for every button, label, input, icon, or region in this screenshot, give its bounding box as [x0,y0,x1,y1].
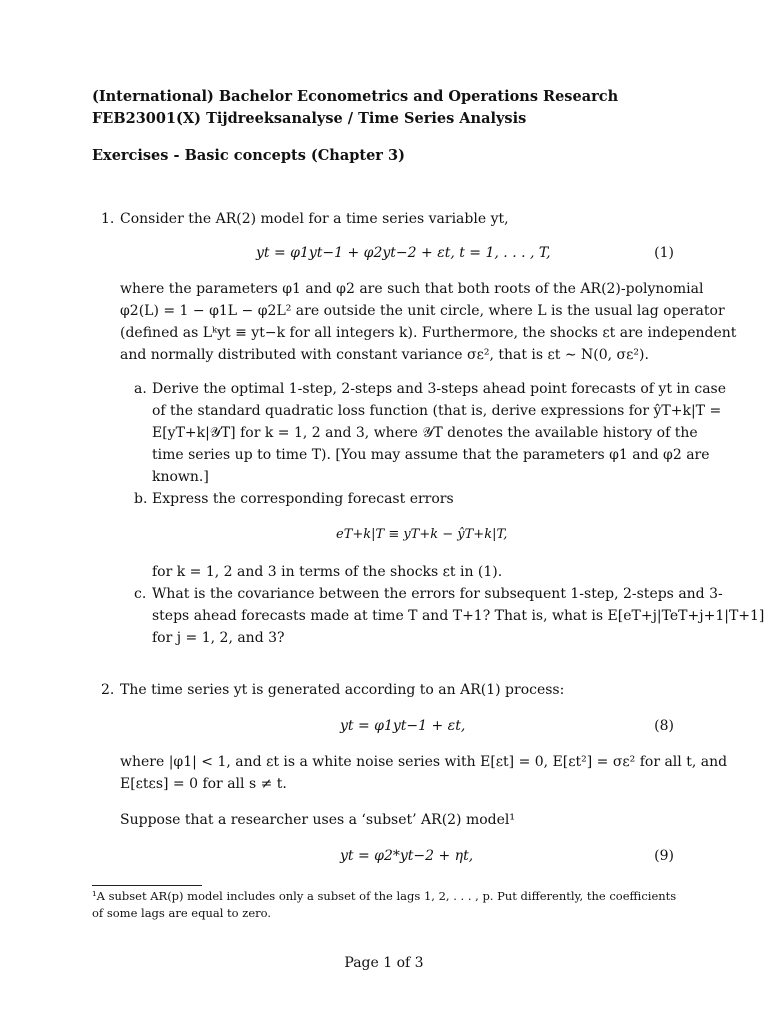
q2-body-line-1: where |φ1| < 1, and εt is a white noise series with E[εt] = 0, E[εt²] = σε² for all t, and [120,754,728,770]
q1-part-a-line-3: E[yT+k|𝒴T] for k = 1, 2 and 3, where 𝒴T denotes the available history of the [152,425,698,441]
q1-part-c-label: c. [134,586,147,602]
q2-equation-9-number: (9) [654,848,674,864]
q1-body-line-3: (defined as Lᵏyt ≡ yt−k for all integers k). Furthermore, the shocks εt are independent [120,325,737,341]
page-number: Page 1 of 3 [344,955,424,971]
q2-equation-8: yt = φ1yt−1 + εt, [340,718,466,734]
q2-intro: The time series yt is generated according to an AR(1) process: [120,682,565,698]
q1-part-a-line-2: of the standard quadratic loss function (that is, derive expressions for ŷT+k|T = [152,403,722,419]
q1-equation-1: yt = φ1yt−1 + φ2yt−2 + εt, t = 1, . . . , T, [256,245,551,261]
q2-number: 2. [101,682,115,698]
footnote-line-1: ¹A subset AR(p) model includes only a subset of the lags 1, 2, . . . , p. Put differently, the coefficients [92,889,677,903]
header-line-2: FEB23001(X) Tijdreeksanalyse / Time Series Analysis [92,110,527,127]
q1-intro: Consider the AR(2) model for a time series variable yt, [120,211,509,227]
q1-part-b-equation: eT+k|T ≡ yT+k − ŷT+k|T, [336,527,508,542]
q2-equation-9: yt = φ2*yt−2 + ηt, [340,848,474,864]
q1-part-c-line-3: for j = 1, 2, and 3? [152,630,285,646]
q1-part-c-line-2: steps ahead forecasts made at time T and T+1? That is, what is E[eT+j|TeT+j+1|T+1] [152,608,765,624]
q1-part-a-label: a. [134,381,147,397]
q1-part-a-line-1: Derive the optimal 1-step, 2-steps and 3-steps ahead point forecasts of yt in case [152,381,727,397]
footnote-line-2: of some lags are equal to zero. [92,906,271,920]
header-line-1: (International) Bachelor Econometrics and Operations Research [92,88,619,105]
header-line-3: Exercises - Basic concepts (Chapter 3) [92,147,405,164]
q1-body-line-1: where the parameters φ1 and φ2 are such that both roots of the AR(2)-polynomial [120,281,704,297]
q1-part-b-label: b. [134,491,148,507]
q1-body-line-4: and normally distributed with constant variance σε², that is εt ∼ N(0, σε²). [120,347,649,363]
footnote-rule [92,885,202,886]
q1-part-b-line-2: for k = 1, 2 and 3 in terms of the shocks εt in (1). [152,564,503,580]
q2-equation-8-number: (8) [654,718,674,734]
q1-equation-1-number: (1) [654,245,674,261]
q2-body-line-2: E[εtεs] = 0 for all s ≠ t. [120,776,287,792]
q1-part-a-line-5: known.] [152,469,209,485]
q1-part-a-line-4: time series up to time T). [You may assume that the parameters φ1 and φ2 are [152,447,710,463]
q2-suppose: Suppose that a researcher uses a ‘subset’ AR(2) model¹ [120,812,516,828]
q1-part-b-line-1: Express the corresponding forecast errors [152,491,454,507]
q1-number: 1. [101,211,115,227]
q1-body-line-2: φ2(L) = 1 − φ1L − φ2L² are outside the unit circle, where L is the usual lag operator [120,303,725,319]
q1-part-c-line-1: What is the covariance between the errors for subsequent 1-step, 2-steps and 3- [152,586,723,602]
